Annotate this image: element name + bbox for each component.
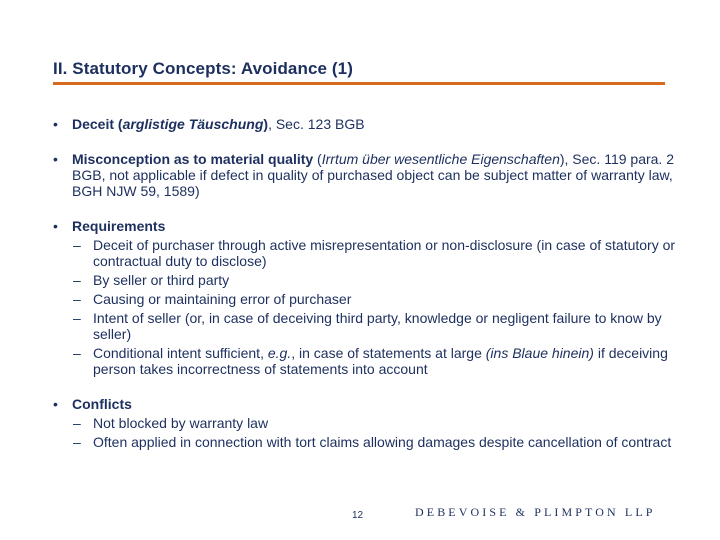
bullet-deceit-lead-end: ) xyxy=(263,116,269,132)
sub-item xyxy=(53,237,698,269)
bullet-icon: • xyxy=(53,151,58,167)
bullet-deceit xyxy=(53,116,698,132)
sub-item-text-a: Conditional intent sufficient, xyxy=(93,345,268,361)
bullet-conflicts-lead: Conflicts xyxy=(72,396,132,412)
conflicts-sublist xyxy=(53,415,698,450)
title-underline xyxy=(53,82,665,85)
dash-icon: – xyxy=(73,291,81,307)
sub-item-text: Not blocked by warranty law xyxy=(93,415,269,431)
sub-item-text: Intent of seller (or, in case of deceiving third party, knowledge or negligent failure to know by seller) xyxy=(93,310,662,342)
bullet-deceit-lead: Deceit ( xyxy=(72,116,123,132)
dash-icon: – xyxy=(73,345,81,361)
slide-title: II. Statutory Concepts: Avoidance (1) xyxy=(53,59,353,78)
sub-item xyxy=(53,272,698,288)
sub-item-german-term: (ins Blaue hinein) xyxy=(485,345,594,361)
firm-logo-text: DEBEVOISE & PLIMPTON LLP xyxy=(415,505,656,519)
bullet-requirements-heading xyxy=(53,218,698,234)
bullet-conflicts-heading xyxy=(53,396,698,412)
bullet-deceit-citation: , Sec. 123 BGB xyxy=(268,116,365,132)
dash-icon: – xyxy=(73,415,81,431)
bullet-deceit-german-term: arglistige Täuschung xyxy=(122,116,264,132)
bullet-misconception-open: ( xyxy=(313,151,322,167)
sub-item xyxy=(53,310,698,342)
bullet-icon: • xyxy=(53,396,58,412)
sub-item-text-c: if deceiving person takes incorrectness of statements into account xyxy=(93,345,668,377)
sub-item xyxy=(53,434,698,450)
bullet-misconception-german-term: Irrtum über wesentliche Eigenschaften xyxy=(321,151,560,167)
dash-icon: – xyxy=(73,272,81,288)
dash-icon: – xyxy=(73,310,81,326)
sub-item xyxy=(53,291,698,307)
sub-item-eg: e.g. xyxy=(267,345,292,361)
bullet-icon: • xyxy=(53,116,58,132)
dash-icon: – xyxy=(73,434,81,450)
sub-item-text: Deceit of purchaser through active misrepresentation or non-disclosure (in case of statutory or contractual duty to disclose) xyxy=(93,237,676,269)
sub-item xyxy=(53,415,698,431)
sub-item-text: By seller or third party xyxy=(93,272,230,288)
bullet-misconception xyxy=(53,151,698,199)
bullet-requirements xyxy=(53,218,698,377)
bullet-list xyxy=(53,116,698,450)
sub-item xyxy=(53,345,698,377)
sub-item-text: Causing or maintaining error of purchaser xyxy=(93,291,352,307)
bullet-conflicts xyxy=(53,396,698,450)
bullet-requirements-lead: Requirements xyxy=(72,218,166,234)
sub-item-text-b: , in case of statements at large xyxy=(291,345,486,361)
sub-item-text: Often applied in connection with tort claims allowing damages despite cancellation of contract xyxy=(93,434,672,450)
bullet-icon: • xyxy=(53,218,58,234)
bullet-misconception-detail: ), Sec. 119 para. 2 BGB, not applicable if defect in quality of purchased object can be subject matter of warranty law, BGH NJW 59, 1589) xyxy=(72,151,674,199)
requirements-sublist xyxy=(53,237,698,377)
bullet-misconception-lead: Misconception as to material quality xyxy=(72,151,314,167)
dash-icon: – xyxy=(73,237,81,253)
page-number: 12 xyxy=(352,510,364,521)
